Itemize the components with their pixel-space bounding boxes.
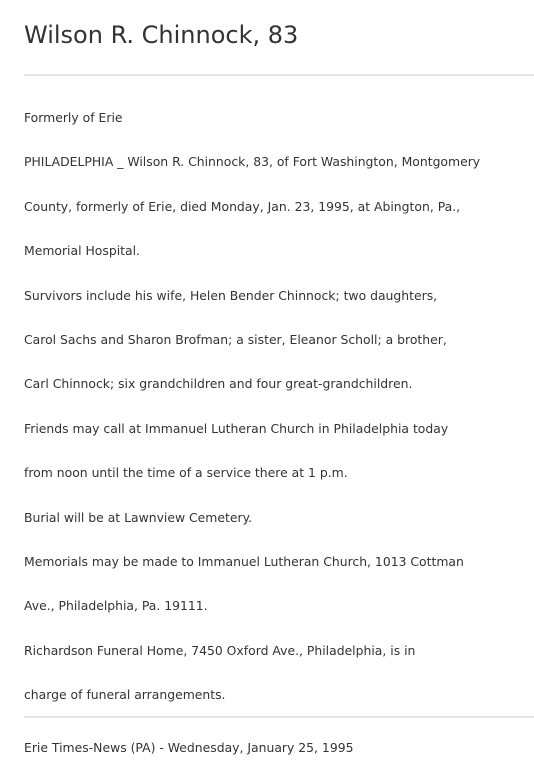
- article-body: [24, 96, 480, 717]
- body-line: Burial will be at Lawnview Cemetery.: [24, 509, 253, 525]
- body-line: Carol Sachs and Sharon Brofman; a sister, Eleanor Scholl; a brother,: [24, 331, 447, 347]
- body-line: Friends may call at Immanuel Lutheran Church in Philadelphia today: [24, 420, 449, 436]
- body-line-subheading: Formerly of Erie: [24, 110, 123, 125]
- body-line: County, formerly of Erie, died Monday, Jan. 23, 1995, at Abington, Pa.,: [24, 198, 461, 214]
- body-line: Survivors include his wife, Helen Bender Chinnock; two daughters,: [24, 287, 438, 303]
- article-source: Erie Times-News (PA) - Wednesday, January 25, 1995: [24, 740, 354, 755]
- body-line: Memorial Hospital.: [24, 243, 140, 259]
- body-line: Ave., Philadelphia, Pa. 19111.: [24, 598, 208, 614]
- body-line: charge of funeral arrangements.: [24, 687, 226, 703]
- source-divider: [24, 716, 534, 718]
- title-divider: [24, 74, 534, 76]
- body-line: Carl Chinnock; six grandchildren and four great-grandchildren.: [24, 376, 413, 392]
- body-line: PHILADELPHIA _ Wilson R. Chinnock, 83, of Fort Washington, Montgomery: [24, 154, 481, 170]
- body-line: from noon until the time of a service there at 1 p.m.: [24, 465, 348, 481]
- body-line: Memorials may be made to Immanuel Lutheran Church, 1013 Cottman: [24, 553, 464, 569]
- article-title: Wilson R. Chinnock, 83: [24, 21, 299, 49]
- body-line: Richardson Funeral Home, 7450 Oxford Ave., Philadelphia, is in: [24, 642, 416, 658]
